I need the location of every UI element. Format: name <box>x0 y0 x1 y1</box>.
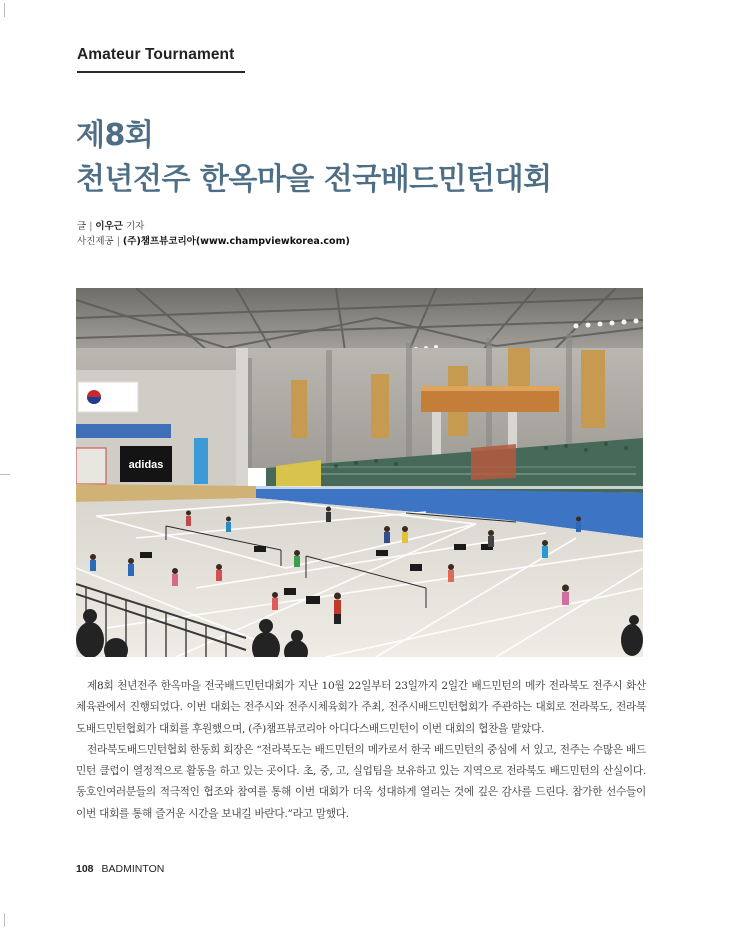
photo-credit: 사진제공 | (주)챔프뷰코리아(www.champviewkorea.com) <box>77 236 350 247</box>
section-label: Amateur Tournament <box>77 46 235 63</box>
crop-mark <box>4 3 5 17</box>
article-body <box>76 676 646 825</box>
photo-label: 사진제공 <box>77 236 114 247</box>
body-paragraph-2: 전라북도배드민턴협회 한동희 회장은 “전라북도는 배드민턴의 메카로서 한국 배드민턴의 중심에 서 있고, 전주는 수많은 배드민턴 클럽이 열정적으로 활동을 하고 있는 곳이다. 초, 중, 고, 실업팀을 보유하고 있는 지역으로 전라북도 배드민턴의 산실이다. 동호인여러분들의 적극적인 협조와 참여를 통해 이번 대회가 더욱 성대하게 열리는 것에 깊은 감사를 드린다. 참가한 선수들이 이번 대회를 통해 즐거운 시간을 보내길 바란다.”라고 말했다. <box>76 743 646 820</box>
writer-label: 글 <box>77 221 87 232</box>
magazine-name: BADMINTON <box>101 863 165 875</box>
article-title <box>76 114 552 202</box>
photo-source: (주)챔프뷰코리아(www.champviewkorea.com) <box>122 236 350 247</box>
article-credits <box>77 219 350 249</box>
writer-credit: 글 | 이우근 기자 <box>77 221 145 232</box>
crop-mark <box>4 913 5 927</box>
body-paragraph-1: 제8회 천년전주 한옥마을 전국배드민턴대회가 지난 10월 22일부터 23일까지 2일간 배드민턴의 메카 전라북도 전주시 화산체육관에서 진행되었다. 이번 대회는 전주시와 전주시체육회가 주최, 전주시배드민턴협회가 주관하는 대회로 전라북도, 전라북도배드민턴협회가 대회를 후원했으며, (주)챔프뷰코리아 아디다스배드민턴이 이번 대회의 협찬을 맡았다. <box>76 680 646 735</box>
section-rule <box>77 71 245 73</box>
gymnasium-photo <box>76 288 643 657</box>
page-number: 108 <box>76 863 94 875</box>
title-line-1: 제8회 <box>76 118 154 153</box>
writer-role: 기자 <box>125 221 145 232</box>
adidas-banner-text: adidas <box>128 459 164 471</box>
crop-mark <box>0 474 10 475</box>
page-footer <box>76 863 164 875</box>
writer-name: 이우근 <box>95 221 123 232</box>
title-line-2: 천년전주 한옥마을 전국배드민턴대회 <box>76 162 552 197</box>
